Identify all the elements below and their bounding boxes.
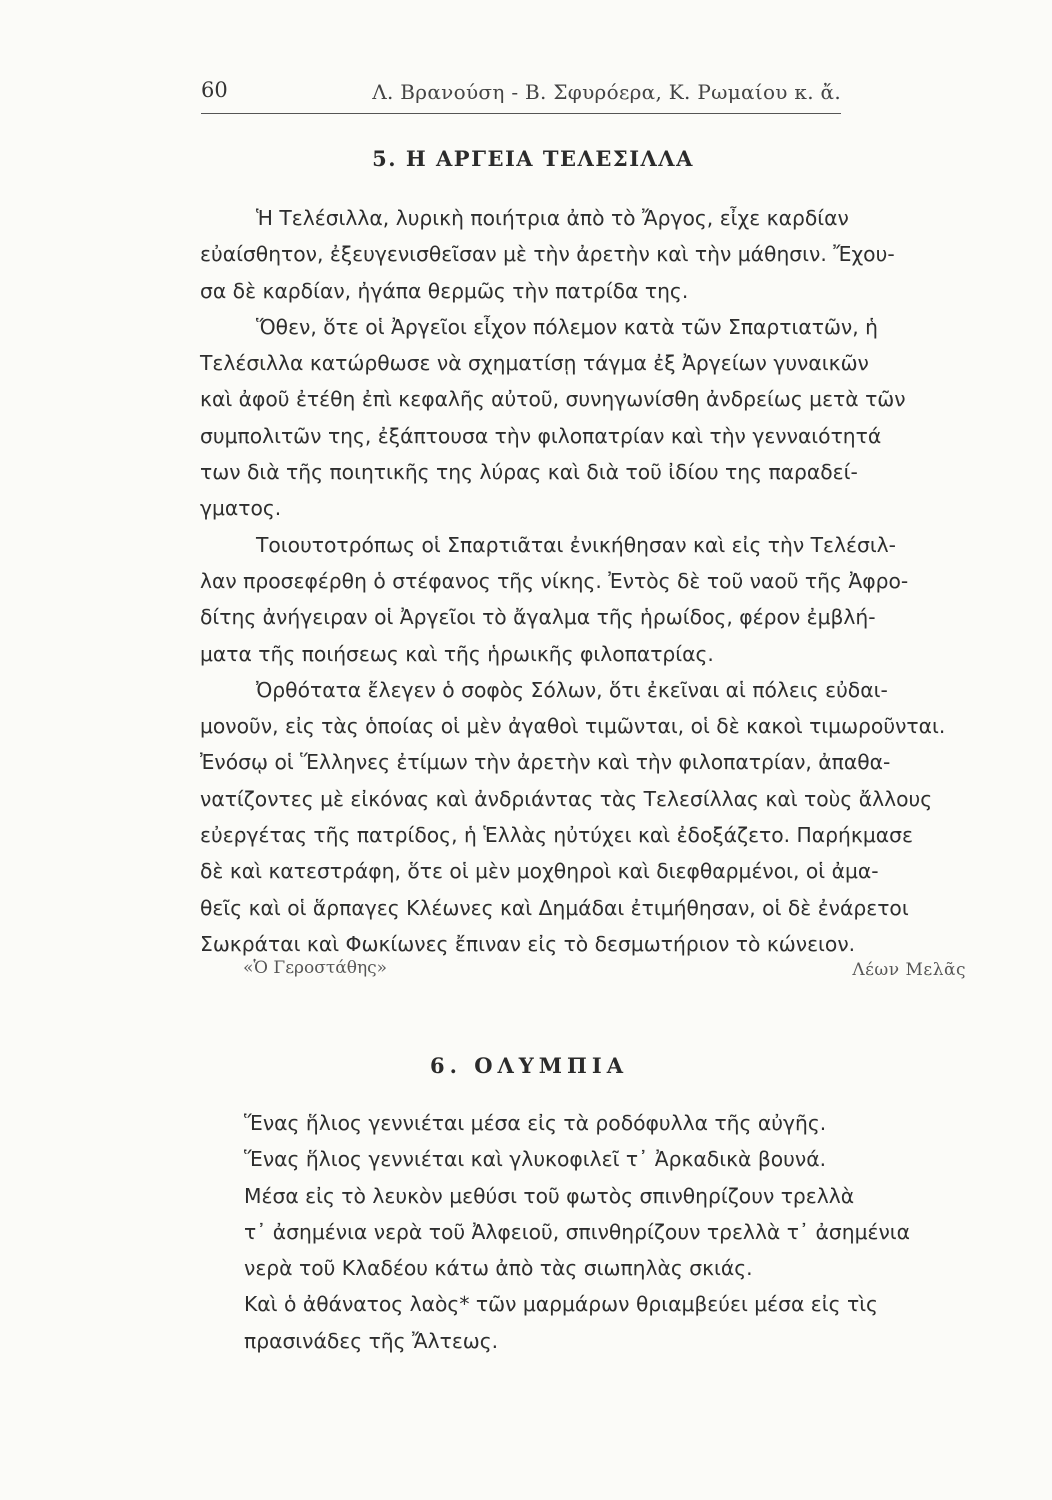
section-title-telesilla: 5. Η ΑΡΓΕΙΑ ΤΕΛΕΣΙΛΛΑ — [372, 146, 694, 171]
olympia-text — [200, 1105, 910, 1359]
running-head: Λ. Βρανούση - Β. Σφυρόερα, Κ. Ρωμαίου κ. ἄ. — [372, 80, 841, 104]
text-line: των διὰ τῆς ποιητικῆς της λύρας καὶ διὰ τοῦ ἰδίου της παραδεί- — [200, 460, 858, 485]
text-line: νερὰ τοῦ Κλαδέου κάτω ἀπὸ τὰς σιωπηλὰς σκιάς. — [244, 1256, 753, 1281]
section-title-olympia: 6. ΟΛΥΜΠΙΑ — [429, 1053, 628, 1078]
text-line: δίτης ἀνήγειραν οἱ Ἀργεῖοι τὸ ἄγαλμα τῆς ἡρωίδος, φέρον ἐμβλή- — [200, 605, 876, 630]
text-line: Ἕνας ἥλιος γεννιέται μέσα εἰς τὰ ροδόφυλλα τῆς αὐγῆς. — [244, 1111, 827, 1135]
text-line: Μέσα εἰς τὸ λευκὸν μεθύσι τοῦ φωτὸς σπινθηρίζουν τρελλὰ — [244, 1183, 855, 1208]
text-line: νατίζοντες μὲ εἰκόνας καὶ ἀνδριάντας τὰς Τελεσίλλας καὶ τοὺς ἄλλους — [200, 786, 933, 811]
header-rule — [201, 113, 841, 114]
text-line: δὲ καὶ κατεστράφη, ὅτε οἱ μὲν μοχθηροὶ καὶ διεφθαρμένοι, οἱ ἀμα- — [200, 859, 879, 884]
page-number: 60 — [201, 78, 228, 102]
text-line: τ᾽ ἀσημένια νερὰ τοῦ Ἀλφειοῦ, σπινθηρίζουν τρελλὰ τ᾽ ἀσημένια — [244, 1219, 911, 1244]
text-line: συμπολιτῶν της, ἐξάπτουσα τὴν φιλοπατρίαν καὶ τὴν γενναιότητά — [200, 423, 882, 448]
text-line: Ἡ Τελέσιλλα, λυρικὴ ποιήτρια ἀπὸ τὸ Ἄργος, εἶχε καρδίαν — [256, 206, 849, 230]
text-line: καὶ ἀφοῦ ἐτέθη ἐπὶ κεφαλῆς αὐτοῦ, συνηγωνίσθη ἀνδρείως μετὰ τῶν — [200, 387, 906, 412]
text-line: Ὅθεν, ὅτε οἱ Ἀργεῖοι εἶχον πόλεμον κατὰ τῶν Σπαρτιατῶν, ἡ — [256, 314, 879, 339]
text-line: μονοῦν, εἰς τὰς ὁποίας οἱ μὲν ἀγαθοὶ τιμῶνται, οἱ δὲ κακοὶ τιμωροῦνται. — [200, 714, 946, 739]
text-line: Ἕνας ἥλιος γεννιέται καὶ γλυκοφιλεῖ τ᾽ Ἀρκαδικὰ βουνά. — [244, 1147, 827, 1172]
telesilla-text — [200, 200, 945, 962]
page-header — [201, 78, 841, 108]
text-line: Ἐνόσῳ οἱ Ἕλληνες ἐτίμων τὴν ἀρετὴν καὶ τὴν φιλοπατρίαν, ἀπαθα- — [200, 750, 891, 775]
text-line: Ὀρθότατα ἔλεγεν ὁ σοφὸς Σόλων, ὅτι ἐκεῖναι αἱ πόλεις εὐδαι- — [256, 677, 888, 702]
text-line: πρασινάδες τῆς Ἄλτεως. — [244, 1328, 499, 1353]
text-line: Τοιουτοτρόπως οἱ Σπαρτιᾶται ἐνικήθησαν καὶ εἰς τὴν Τελέσιλ- — [256, 532, 896, 557]
text-line: θεῖς καὶ οἱ ἅρπαγες Κλέωνες καὶ Δημάδαι ἐτιμήθησαν, οἱ δὲ ἐνάρετοι — [200, 895, 909, 920]
author-name: Λέων Μελᾶς — [852, 960, 966, 980]
text-line: Τελέσιλλα κατώρθωσε νὰ σχηματίσῃ τάγμα ἐξ Ἀργείων γυναικῶν — [200, 351, 869, 376]
text-line: Καὶ ὁ ἀθάνατος λαὸς* τῶν μαρμάρων θριαμβεύει μέσα εἰς τὶς — [244, 1292, 878, 1317]
text-line: λαν προσεφέρθη ὁ στέφανος τῆς νίκης. Ἐντὸς δὲ τοῦ ναοῦ τῆς Ἀφρο- — [200, 568, 909, 593]
source-citation: «Ὁ Γεροστάθης» — [243, 958, 388, 978]
text-line: ματα τῆς ποιήσεως καὶ τῆς ἡρωικῆς φιλοπατρίας. — [200, 641, 714, 666]
text-line: σα δὲ καρδίαν, ἠγάπα θερμῶς τὴν πατρίδα της. — [200, 278, 689, 303]
text-line: εὐεργέτας τῆς πατρίδος, ἡ Ἑλλὰς ηὐτύχει καὶ ἐδοξάζετο. Παρήκμασε — [200, 823, 913, 848]
text-line: εὐαίσθητον, ἐξευγενισθεῖσαν μὲ τὴν ἀρετὴν καὶ τὴν μάθησιν. Ἔχου- — [200, 242, 895, 267]
text-line: γματος. — [200, 496, 282, 521]
text-line: Σωκράται καὶ Φωκίωνες ἔπιναν εἰς τὸ δεσμωτήριον τὸ κώνειον. — [200, 931, 856, 956]
